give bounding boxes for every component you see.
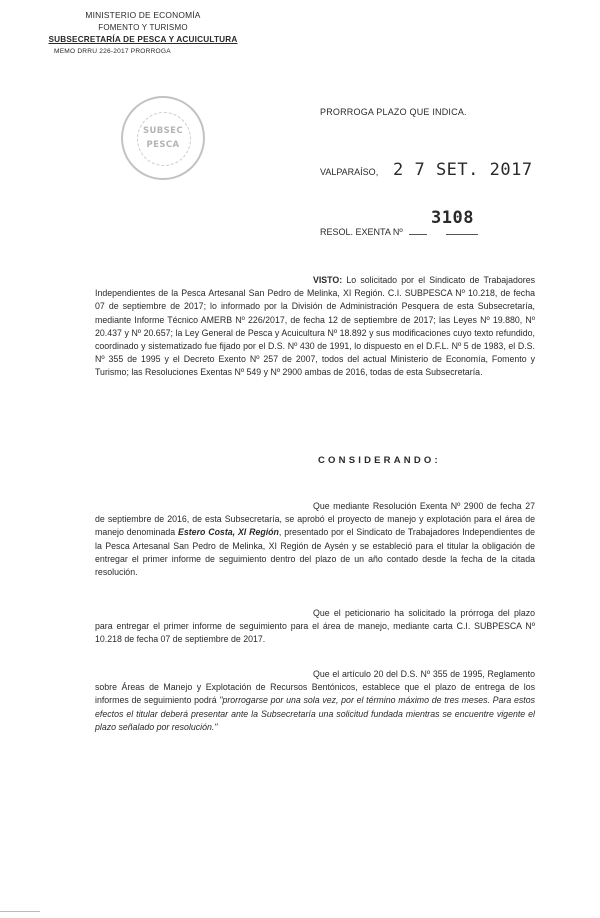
document-subject: PRORROGA PLAZO QUE INDICA.: [320, 107, 467, 117]
considerando-1-part1: Que mediante Resolución Exenta Nº 2900 de fecha 27 de septiembre de 2016, de esta Subsecretaría, se aprobó el proyecto de manejo y explotación para el área de manejo denominada: [95, 501, 535, 538]
scan-edge-mark: [0, 911, 40, 912]
considerando-3-part1: Que el artículo 20 del D.S. Nº 355 de 1995, Reglamento sobre Áreas de Manejo y Explotación de Recursos Bentónicos, establece que el plazo de entrega de los informes de seguimiento podrá: [95, 669, 535, 706]
ministry-name: MINISTERIO DE ECONOMÍA: [85, 10, 201, 20]
considerando-3: [95, 668, 535, 734]
resolution-blank-1: [409, 226, 427, 235]
seal-inner-ring: [137, 112, 191, 166]
document-date: 2 7 SET. 2017: [393, 160, 533, 180]
visto-text: Lo solicitado por el Sindicato de Trabajadores Independientes de la Pesca Artesanal San Pedro de Melinka, XI Región. C.I. SUBPESCA Nº 10.218, de fecha 07 de septiembre de 2017; lo informado por la División de Administración Pesquera de esta Subsecretaría, mediante Informe Técnico AMERB Nº 226/2017, de fecha 12 de septiembre de 2017; las Leyes Nº 19.880, Nº 20.437 y Nº 20.657; la Ley General de Pesca y Acuicultura Nº 18.892 y sus modificaciones cuyo texto refundido, coordinado y sistematizado fue fijado por el D.S. Nº 430 de 1991, lo dispuesto en el D.F.L. Nº 5 de 1983, el D.S. Nº 355 de 1995 y el Decreto Exento Nº 257 de 2007, todos del actual Ministerio de Economía, Fomento y Turismo; las Resoluciones Exentas Nº 549 y Nº 2900 ambas de 2016, todas de esta Subsecretaría.: [95, 275, 535, 378]
seal-label-top: SUBSEC: [142, 126, 184, 136]
memo-reference: MEMO DRRU 226-2017 PRORROGA: [54, 48, 171, 55]
official-seal-stamp: [121, 96, 205, 180]
resolution-label-text: RESOL. EXENTA Nº: [320, 227, 403, 237]
considerando-3-quote: "prorrogarse por una sola vez, por el término máximo de tres meses. Para estos efectos el titular deberá presentar ante la Subsecretaría una solicitud fundada mientras se encuentre vigente el plazo señalado por resolución.": [95, 695, 535, 732]
seal-label-mid: PESCA: [146, 140, 180, 150]
considerando-1-place: Estero Costa, XI Región: [177, 527, 279, 538]
considerando-2-text: Que el peticionario ha solicitado la prórroga del plazo para entregar el primer informe de seguimiento para el área de manejo, mediante carta C.I. SUBPESCA Nº 10.218 de fecha 07 de septiembre de 2017.: [95, 608, 535, 645]
ministry-subtitle: FOMENTO Y TURISMO: [98, 23, 188, 32]
considerando-2: [95, 607, 535, 647]
undersecretariat-name: SUBSECRETARÍA DE PESCA Y ACUICULTURA: [48, 35, 238, 44]
considerando-1-part2: , presentado por el Sindicato de Trabajadores Independientes de la Pesca Artesanal San Pedro de Melinka, XI Región de Aysén y se estableció para el titular la obligación de entregar el primer informe de seguimiento dentro del plazo de un año contado desde la fecha de la citada resolución.: [95, 527, 535, 578]
considerando-heading: CONSIDERANDO:: [318, 455, 441, 466]
visto-label: VISTO:: [313, 275, 343, 285]
visto-paragraph: [95, 274, 535, 380]
place-label: VALPARAÍSO,: [320, 167, 379, 177]
considerando-1: [95, 500, 535, 579]
resolution-number: 3108: [431, 208, 474, 228]
